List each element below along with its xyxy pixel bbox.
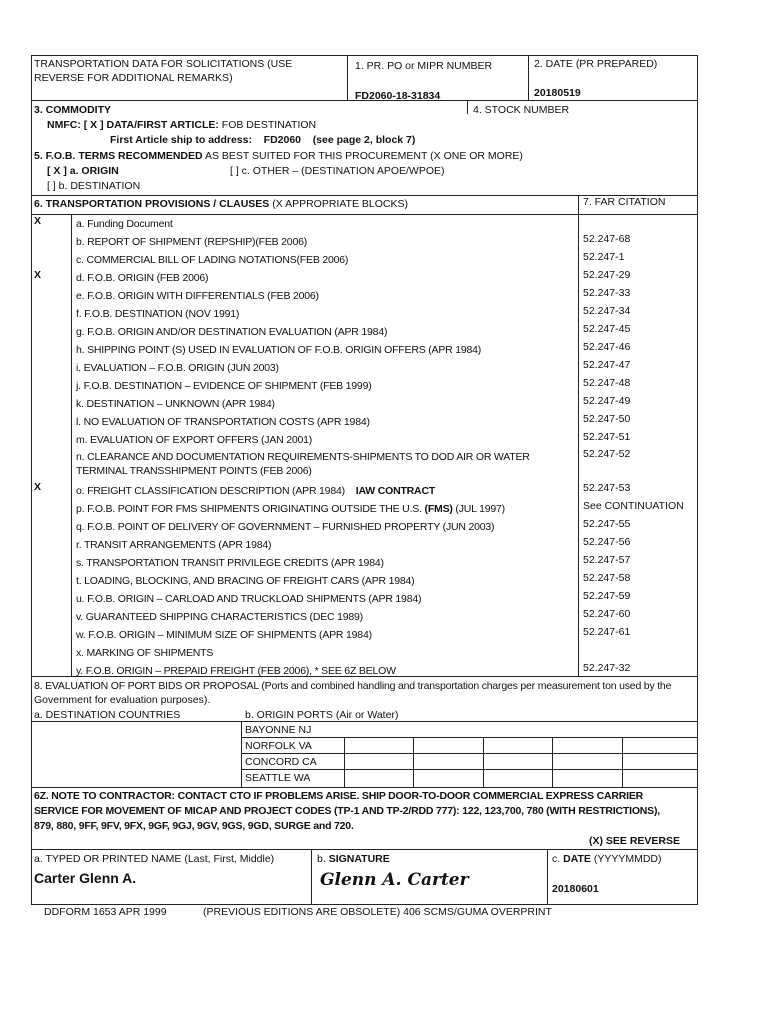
rule [31,55,698,56]
provision-row-far: 52.247-1 [583,251,625,263]
rule [413,737,414,787]
signature-label-text: SIGNATURE [328,853,390,865]
provision-row-text: s. TRANSPORTATION TRANSIT PRIVILEGE CREDITS (APR 1984) [76,557,384,569]
pr-number-label: 1. PR. PO or MIPR NUMBER [355,60,493,72]
provision-row-text: k. DESTINATION – UNKNOWN (APR 1984) [76,398,275,410]
ship-line [110,134,415,146]
rule [528,55,529,100]
rule [71,214,72,676]
rule [31,904,698,905]
nmfc-label: NMFC: [ X ] DATA/FIRST ARTICLE: [47,119,219,131]
rule [347,55,348,100]
rule [578,195,579,676]
provision-row-text: y. F.O.B. ORIGIN – PREPAID FREIGHT (FEB 2006), * SEE 6Z BELOW [76,665,396,677]
rule [31,849,698,850]
provision-row-text: x. MARKING OF SHIPMENTS [76,647,214,659]
origin-port: CONCORD CA [245,756,317,768]
dd-form-1653 [31,55,698,904]
fob-terms-line [34,150,523,162]
rule [467,100,698,101]
footer-note: (PREVIOUS EDITIONS ARE OBSOLETE) 406 SCMS/GUMA OVERPRINT [203,906,552,918]
signature-date-prefix: c. [552,853,561,865]
evaluation-line2: Government for evaluation purposes). [34,694,211,706]
see-reverse: (X) SEE REVERSE [589,835,681,847]
commodity-label: 3. COMMODITY [34,104,112,116]
provision-row-text: v. GUARANTEED SHIPPING CHARACTERISTICS (DEC 1989) [76,611,363,623]
provision-row-far: 52.247-59 [583,590,631,602]
fob-terms-label-rest: AS BEST SUITED FOR THIS PROCUREMENT (X ONE OR MORE) [204,150,523,162]
provision-row-far: 52.247-68 [583,233,631,245]
rule [467,100,468,114]
rule [31,787,698,788]
provision-row-far: 52.247-29 [583,269,631,281]
provision-row-far: 52.247-47 [583,359,631,371]
typed-name-label: a. TYPED OR PRINTED NAME (Last, First, Middle) [34,853,275,865]
provision-row-far: 52.247-33 [583,287,631,299]
rule [31,55,32,904]
provision-row-text: w. F.O.B. ORIGIN – MINIMUM SIZE OF SHIPMENTS (APR 1984) [76,629,372,641]
signature-value: Glenn A. Carter [320,870,469,890]
provision-row-o [76,485,435,497]
origin-ports-label: b. ORIGIN PORTS (Air or Water) [245,709,399,721]
provision-row-text: r. TRANSIT ARRANGEMENTS (APR 1984) [76,539,272,551]
provision-row-far: 52.247-32 [583,662,631,674]
provision-mark: X [34,215,42,227]
provision-row-text: t. LOADING, BLOCKING, AND BRACING OF FREIGHT CARS (APR 1984) [76,575,415,587]
rule [552,737,553,787]
provision-row-text: e. F.O.B. ORIGIN WITH DIFFERENTIALS (FEB 2006) [76,290,319,302]
provision-row-far: 52.247-60 [583,608,631,620]
provisions-label-line [34,198,408,210]
provision-row-far: 52.247-50 [583,413,631,425]
provision-row-far: 52.247-61 [583,626,631,638]
provision-row-o-mark: X [34,481,42,493]
provision-row-text: u. F.O.B. ORIGIN – CARLOAD AND TRUCKLOAD SHIPMENTS (APR 1984) [76,593,422,605]
note-line3: 879, 880, 9FF, 9FV, 9FX, 9GF, 9GJ, 9GV, 9GS, 9GD, SURGE and 720. [34,820,354,832]
provision-row-text: c. COMMERCIAL BILL OF LADING NOTATIONS(FEB 2006) [76,254,349,266]
far-citation-label: 7. FAR CITATION [583,196,666,208]
provision-row-p-far: See CONTINUATION [583,500,684,512]
rule [241,721,242,787]
provision-row-n-line2: TERMINAL TRANSSHIPMENT POINTS (FEB 2006) [76,465,312,477]
provision-row-p-bold: (FMS) [424,503,453,515]
rule [31,214,578,215]
provision-row-far: 52.247-58 [583,572,631,584]
provision-row-p-rest: (JUL 1997) [455,503,505,515]
ship-note: (see page 2, block 7) [312,134,416,146]
nmfc-value: FOB DESTINATION [221,119,317,131]
rule [311,849,312,904]
provision-row-text: q. F.O.B. POINT OF DELIVERY OF GOVERNMENT – FURNISHED PROPERTY (JUN 2003) [76,521,495,533]
stock-number-label: 4. STOCK NUMBER [473,104,570,116]
rule [483,737,484,787]
provision-row-far: 52.247-45 [583,323,631,335]
rule [241,769,698,770]
typed-name-value: Carter Glenn A. [34,870,137,886]
provision-row-far: 52.247-51 [583,431,631,443]
form-number: DDFORM 1653 APR 1999 [44,906,167,918]
transport-title: TRANSPORTATION DATA FOR SOLICITATIONS (USE [34,58,293,70]
provision-row-text: m. EVALUATION OF EXPORT OFFERS (JAN 2001) [76,434,313,446]
ship-label: First Article ship to address: [110,134,252,146]
rule [547,849,548,904]
date-prepared-value: 20180519 [534,87,581,99]
provision-mark: X [34,269,42,281]
origin-port: BAYONNE NJ [245,724,312,736]
provision-row-text: d. F.O.B. ORIGIN (FEB 2006) [76,272,209,284]
destination-countries-label: a. DESTINATION COUNTRIES [34,709,181,721]
rule [578,214,698,215]
fob-other: [ ] c. OTHER – (DESTINATION APOE/WPOE) [230,165,445,177]
provision-row-text: i. EVALUATION – F.O.B. ORIGIN (JUN 2003) [76,362,279,374]
nmfc-line [47,119,316,131]
transport-title-line2: REVERSE FOR ADDITIONAL REMARKS) [34,72,233,84]
rule [622,737,623,787]
ship-value: FD2060 [263,134,302,146]
provision-row-o-far: 52.247-53 [583,482,631,494]
provisions-label-rest: (X APPROPRIATE BLOCKS) [272,198,408,210]
origin-port: SEATTLE WA [245,772,311,784]
provision-row-far: 52.247-56 [583,536,631,548]
provision-row-far: 52.247-55 [583,518,631,530]
provision-row-o-text: o. FREIGHT CLASSIFICATION DESCRIPTION (APR 1984) [76,485,345,497]
provision-row-n-line1: n. CLEARANCE AND DOCUMENTATION REQUIREMENTS-SHIPMENTS TO DOD AIR OR WATER [76,451,530,463]
signature-label-prefix: b. [317,853,326,865]
date-prepared-label: 2. DATE (PR PREPARED) [534,58,658,70]
pr-number-value: FD2060-18-31834 [355,90,441,102]
provision-row-text: f. F.O.B. DESTINATION (NOV 1991) [76,308,240,320]
provision-row-text: b. REPORT OF SHIPMENT (REPSHIP)(FEB 2006) [76,236,308,248]
origin-port: NORFOLK VA [245,740,312,752]
note-line2: SERVICE FOR MOVEMENT OF MICAP AND PROJECT CODES (TP-1 AND TP-2/RDD 777): 122, 123,700, 780 (WITH RESTRICTIONS), [34,805,661,817]
provision-row-far: 52.247-57 [583,554,631,566]
rule [241,737,698,738]
evaluation-line1: 8. EVALUATION OF PORT BIDS OR PROPOSAL (Ports and combined handling and transportation charges per measurement ton used by the [34,680,672,692]
fob-terms-label: 5. F.O.B. TERMS RECOMMENDED [34,150,203,162]
provisions-label: 6. TRANSPORTATION PROVISIONS / CLAUSES [34,198,270,210]
signature-date-value: 20180601 [552,883,599,895]
provision-row-far: 52.247-48 [583,377,631,389]
rule [31,721,698,722]
rule [344,737,345,787]
provision-row-p [76,503,505,515]
provision-row-n-far: 52.247-52 [583,448,631,460]
provision-row-text: l. NO EVALUATION OF TRANSPORTATION COSTS (APR 1984) [76,416,370,428]
fob-destination: [ ] b. DESTINATION [47,180,141,192]
signature-date-label-text: DATE [563,853,591,865]
fob-origin: [ X ] a. ORIGIN [47,165,119,177]
provision-row-far: 52.247-34 [583,305,631,317]
provision-row-far: 52.247-49 [583,395,631,407]
signature-date-label-rest: (YYYYMMDD) [593,853,662,865]
provision-row-text: j. F.O.B. DESTINATION – EVIDENCE OF SHIPMENT (FEB 1999) [76,380,372,392]
provision-row-far: 52.247-46 [583,341,631,353]
signature-date-label [552,853,662,865]
note-line1: 6Z. NOTE TO CONTRACTOR: CONTACT CTO IF PROBLEMS ARISE. SHIP DOOR-TO-DOOR COMMERCIAL EXPRESS CARRIER [34,790,644,802]
signature-label [317,853,390,865]
provision-row-o-bold: IAW CONTRACT [355,485,436,497]
rule [697,55,698,904]
provision-row-text: h. SHIPPING POINT (S) USED IN EVALUATION OF F.O.B. ORIGIN OFFERS (APR 1984) [76,344,482,356]
provision-row-text: g. F.O.B. ORIGIN AND/OR DESTINATION EVALUATION (APR 1984) [76,326,388,338]
provision-row-p-text: p. F.O.B. POINT FOR FMS SHIPMENTS ORIGINATING OUTSIDE THE U.S. [76,503,422,515]
rule [241,753,698,754]
provision-row-text: a. Funding Document [76,218,173,230]
